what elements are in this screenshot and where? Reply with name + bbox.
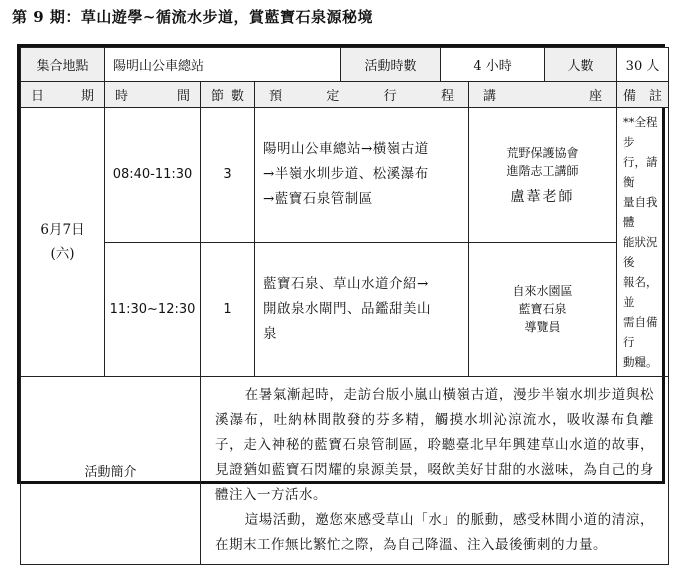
- page-title: 第 9 期：草山遊學~循流水步道，賞藍寶石泉源秘境: [12, 8, 373, 26]
- intro-label: 活動簡介: [21, 377, 201, 565]
- date-value: 6月7日: [40, 222, 85, 238]
- session-2-lecturer: [469, 242, 617, 377]
- intro-row: [21, 377, 669, 565]
- session-2-periods: 1: [201, 242, 255, 377]
- intro-text: [201, 377, 669, 565]
- lecturer-org: 荒野保護協會 進階志工講師: [506, 145, 579, 178]
- notes-cell: **全程步 行，請衡 量自我體 能狀況後 報名，並 需自備行 動糧。: [617, 108, 669, 377]
- intro-paragraph: 在暑氣漸起時，走訪台版小嵐山橫嶺古道，漫步半嶺水圳步道與松溪瀑布，吐納林間散發的芬多精，觸摸水圳沁涼流水，吸收瀑布負離子，走入神秘的藍寶石泉管制區，聆聽臺北早年興建草山水道的故事，見證猶如藍寶石閃耀的泉源美景，啜飲美好甘甜的水滋味，為自己的身體注入一方活水。: [215, 387, 655, 503]
- session-row-1: [21, 108, 669, 243]
- session-1-schedule: 陽明山公車總站→橫嶺古道 →半嶺水圳步道、松溪瀑布 →藍寶石泉管制區: [255, 108, 469, 243]
- meeting-value: 陽明山公車總站: [105, 48, 341, 82]
- people-label: 人數: [545, 48, 617, 82]
- session-1-periods: 3: [201, 108, 255, 243]
- header-row: [21, 82, 669, 108]
- header-time: 時 間: [105, 82, 201, 108]
- header-notes: 備 註: [617, 82, 669, 108]
- lecturer-name: 盧葦老師: [510, 188, 575, 205]
- header-schedule: 預 定 行 程: [255, 82, 469, 108]
- session-1-time: 08:40-11:30: [105, 108, 201, 243]
- duration-value: 4 小時: [441, 48, 545, 82]
- activity-table: [17, 44, 665, 553]
- people-value: 30 人: [617, 48, 669, 82]
- session-row-2: [21, 242, 669, 377]
- date-cell: [21, 108, 105, 377]
- intro-paragraph: 這場活動，邀您來感受草山「水」的脈動，感受林間小道的清涼，在期末工作無比繁忙之際，為自己降溫、注入最後衝刺的力量。: [215, 512, 655, 553]
- meeting-label: 集合地點: [21, 48, 105, 82]
- lecturer-org: 自來水園區 藍寶石泉 導覽員: [512, 284, 573, 335]
- session-2-schedule: 藍寶石泉、草山水道介紹→ 開啟泉水閘門、品鑑甜美山 泉: [255, 242, 469, 377]
- duration-label: 活動時數: [341, 48, 441, 82]
- meeting-row: [21, 48, 669, 82]
- header-periods: 節 數: [201, 82, 255, 108]
- weekday-value: (六): [50, 246, 75, 262]
- session-1-lecturer: [469, 108, 617, 243]
- header-date: 日 期: [21, 82, 105, 108]
- header-lecturer: 講 座: [469, 82, 617, 108]
- session-2-time: 11:30~12:30: [105, 242, 201, 377]
